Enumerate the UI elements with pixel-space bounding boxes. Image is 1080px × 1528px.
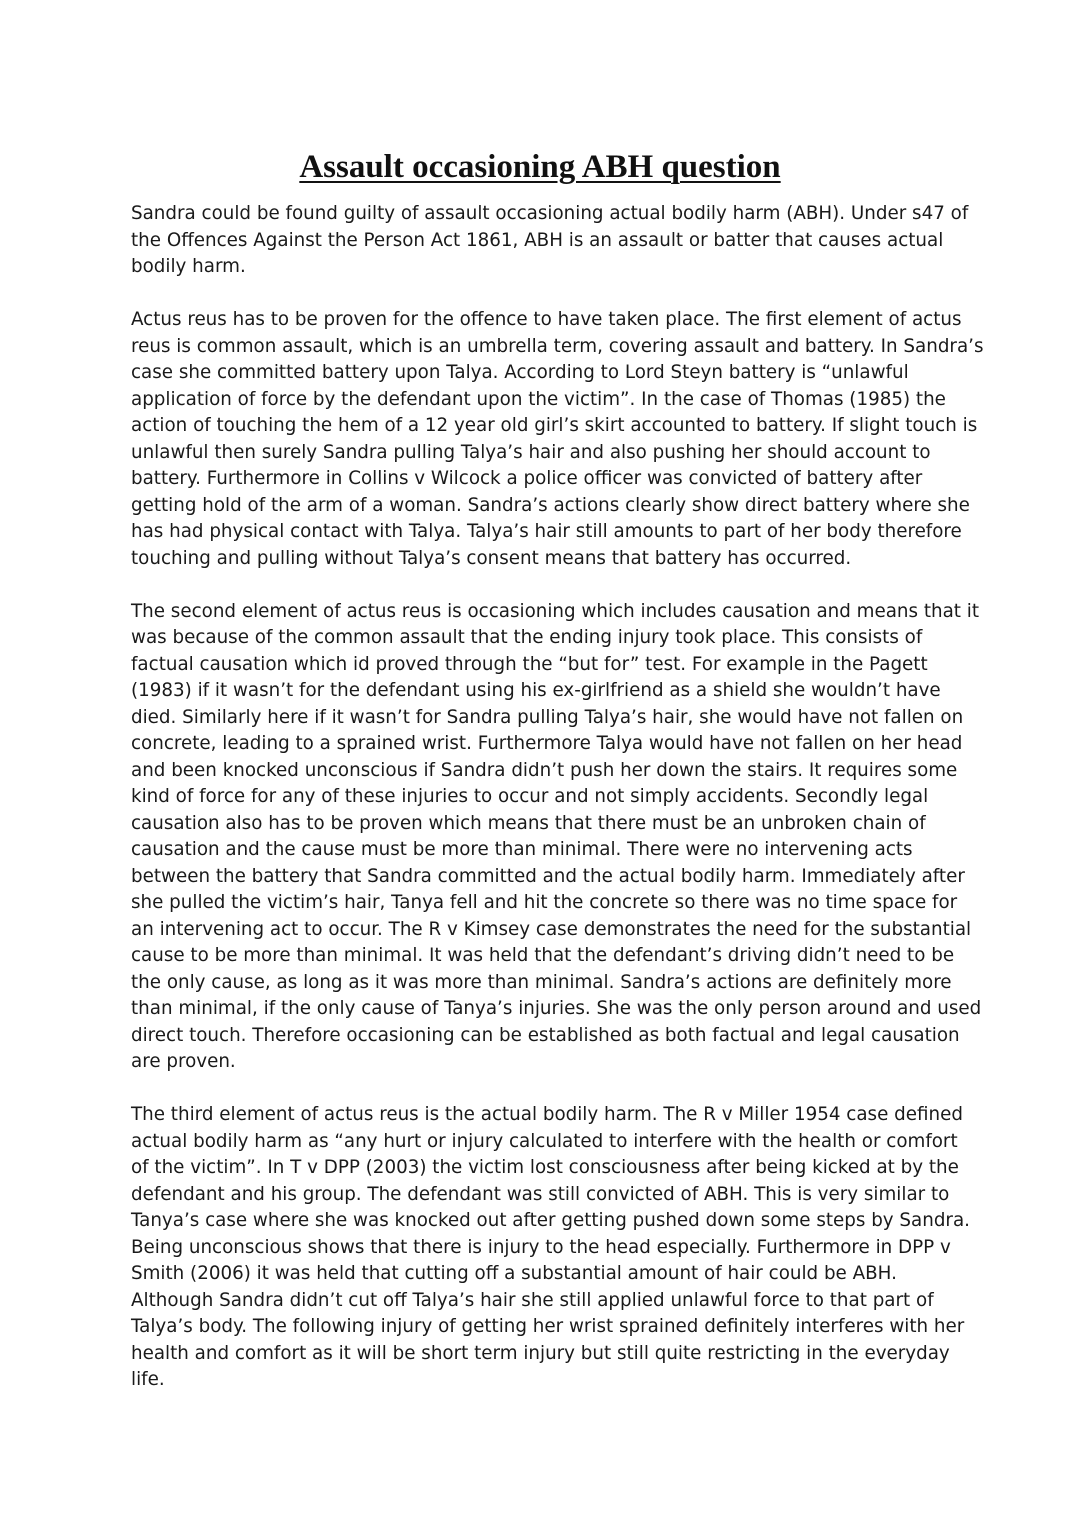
text-line: Smith (2006) it was held that cutting off a substantial amount of hair could be ABH. xyxy=(131,1263,897,1284)
text-line: concrete, leading to a sprained wrist. Furthermore Talya would have not fallen on her head xyxy=(131,733,963,754)
text-line: the only cause, as long as it was more than minimal. Sandra’s actions are definitely more xyxy=(131,971,952,993)
text-line: cause to be more than minimal. It was held that the defendant’s driving didn’t need to be xyxy=(131,945,955,966)
text-line: direct touch. Therefore occasioning can be established as both factual and legal causation xyxy=(131,1024,960,1046)
paragraph-4 xyxy=(131,1102,970,1394)
text-line: Actus reus has to be proven for the offence to have taken place. The first element of actus xyxy=(131,309,962,330)
text-line: factual causation which id proved through the “but for” test. For example in the Pagett xyxy=(131,653,928,675)
document-title xyxy=(0,145,1080,189)
paragraph-3 xyxy=(131,599,982,1076)
document-title-text: Assault occasioning ABH question xyxy=(299,149,781,185)
text-line: unlawful then surely Sandra pulling Talya’s hair and also pushing her should account to xyxy=(131,441,931,463)
text-line: case she committed battery upon Talya. According to Lord Steyn battery is “unlawful xyxy=(131,362,909,383)
text-line: of the victim”. In T v DPP (2003) the victim lost consciousness after being kicked at by the xyxy=(131,1157,959,1178)
text-line: (1983) if it wasn’t for the defendant using his ex-girlfriend as a shield she wouldn’t have xyxy=(131,680,941,701)
text-line: was because of the common assault that the ending injury took place. This consists of xyxy=(131,627,923,648)
text-line: Talya’s body. The following injury of getting her wrist sprained definitely interferes with her xyxy=(131,1316,965,1337)
text-line: reus is common assault, which is an umbrella term, covering assault and battery. In Sandra’s xyxy=(131,335,984,357)
text-line: bodily harm. xyxy=(131,256,246,277)
text-line: action of touching the hem of a 12 year old girl’s skirt accounted to battery. If slight touch is xyxy=(131,415,978,436)
text-line: battery. Furthermore in Collins v Wilcock a police officer was convicted of battery after xyxy=(131,468,923,489)
text-line: actual bodily harm as “any hurt or injury calculated to interfere with the health or comfort xyxy=(131,1130,958,1152)
text-line: than minimal, if the only cause of Tanya’s injuries. She was the only person around and used xyxy=(131,998,982,1019)
text-line: health and comfort as it will be short term injury but still quite restricting in the everyday xyxy=(131,1342,950,1364)
text-line: she pulled the victim’s hair, Tanya fell and hit the concrete so there was no time space for xyxy=(131,892,958,913)
text-line: The second element of actus reus is occasioning which includes causation and means that it xyxy=(131,600,980,622)
text-line: and been knocked unconscious if Sandra didn’t push her down the stairs. It requires some xyxy=(131,759,958,781)
document-body xyxy=(131,201,984,1420)
text-line: Although Sandra didn’t cut off Talya’s hair she still applied unlawful force to that part of xyxy=(131,1289,934,1311)
text-line: defendant and his group. The defendant was still convicted of ABH. This is very similar to xyxy=(131,1183,950,1205)
text-line: touching and pulling without Talya’s consent means that battery has occurred. xyxy=(131,547,852,569)
text-line: causation also has to be proven which means that there must be an unbroken chain of xyxy=(131,812,926,834)
paragraph-2 xyxy=(131,307,984,572)
text-line: an intervening act to occur. The R v Kimsey case demonstrates the need for the substantial xyxy=(131,918,972,940)
paragraph-1 xyxy=(131,201,969,281)
text-line: getting hold of the arm of a woman. Sandra’s actions clearly show direct battery where she xyxy=(131,494,970,516)
text-line: has had physical contact with Talya. Talya’s hair still amounts to part of her body therefore xyxy=(131,521,962,542)
text-line: The third element of actus reus is the actual bodily harm. The R v Miller 1954 case defined xyxy=(131,1104,963,1125)
text-line: died. Similarly here if it wasn’t for Sandra pulling Talya’s hair, she would have not fallen on xyxy=(131,706,964,728)
text-line: causation and the cause must be more than minimal. There were no intervening acts xyxy=(131,839,913,860)
text-line: Being unconscious shows that there is injury to the head especially. Furthermore in DPP v xyxy=(131,1236,951,1258)
text-line: are proven. xyxy=(131,1051,236,1072)
text-line: the Offences Against the Person Act 1861, ABH is an assault or batter that causes actual xyxy=(131,229,944,251)
text-line: between the battery that Sandra committed and the actual bodily harm. Immediately after xyxy=(131,865,965,887)
text-line: life. xyxy=(131,1369,165,1390)
text-line: Sandra could be found guilty of assault occasioning actual bodily harm (ABH). Under s47 of xyxy=(131,203,969,224)
text-line: Tanya’s case where she was knocked out after getting pushed down some steps by Sandra. xyxy=(131,1210,970,1231)
text-line: application of force by the defendant upon the victim”. In the case of Thomas (1985) the xyxy=(131,388,946,410)
text-line: kind of force for any of these injuries to occur and not simply accidents. Secondly legal xyxy=(131,786,929,807)
